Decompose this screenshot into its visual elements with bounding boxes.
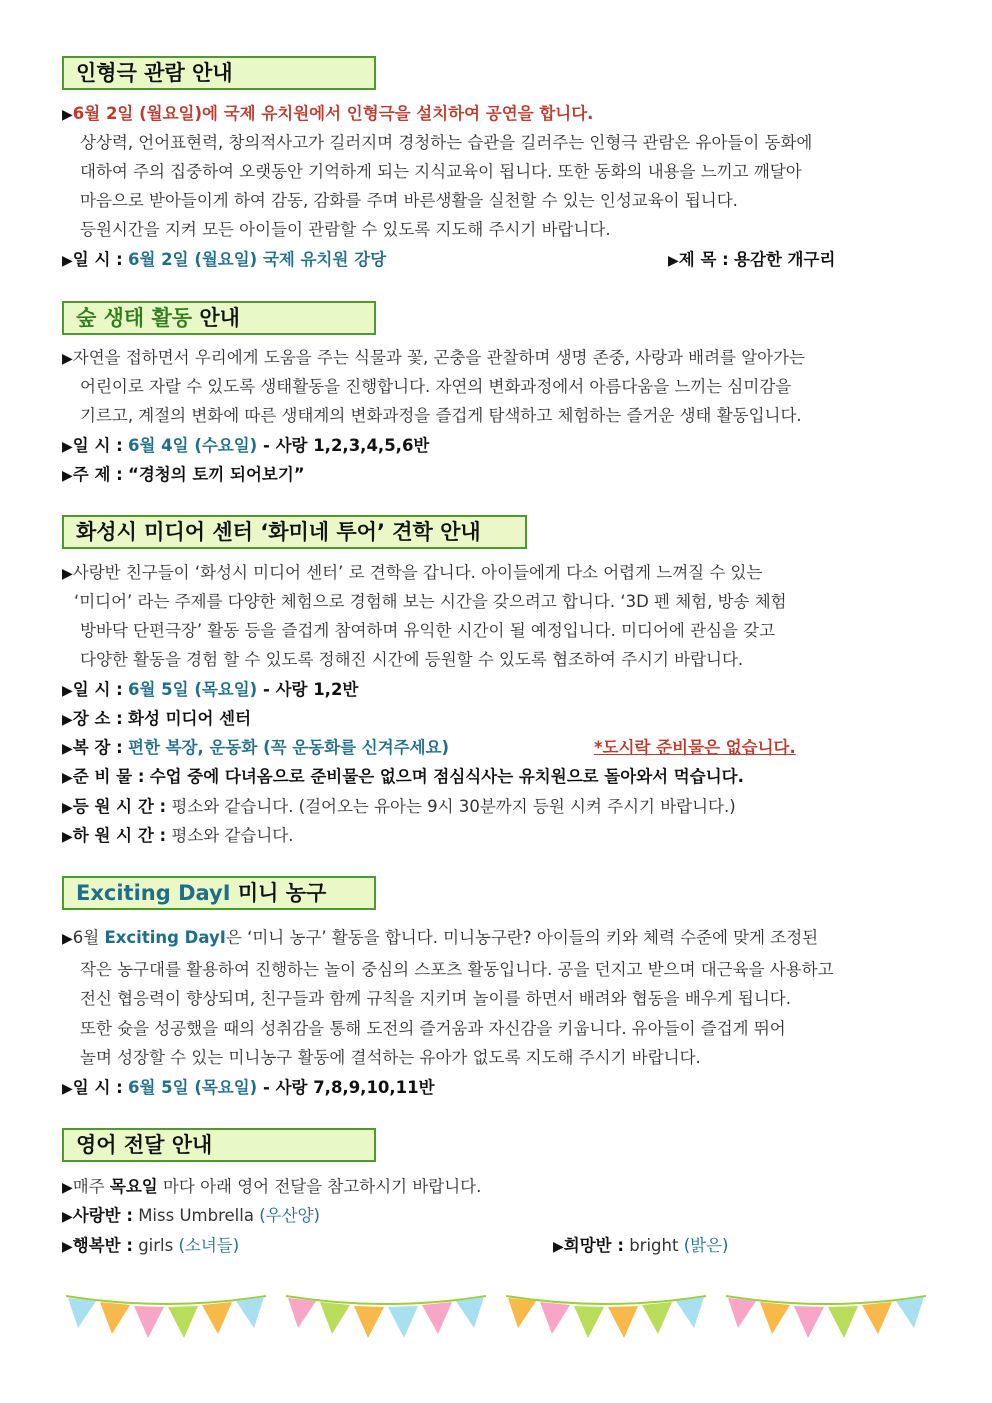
media-para-4: 다양한 활동을 경험 할 수 있도록 정해진 시간에 등원할 수 있도록 협조하여 주시기 바랍니다.	[80, 650, 744, 669]
puppet-para-3: 마음으로 받아들이게 하여 감동, 감화를 주며 바른생활을 실천할 수 있는 인성교육이 됩니다.	[80, 191, 738, 210]
triangle-right-icon: ▶	[668, 253, 679, 269]
triangle-right-icon: ▶	[62, 683, 73, 699]
basketball-para-3: 전신 협응력이 향상되며, 친구들과 함께 규칙을 지키며 놀이를 하면서 배려와 협동을 배우게 됩니다.	[80, 989, 791, 1008]
bunting-flags-3	[506, 1290, 706, 1370]
forest-para-3: 기르고, 계절의 변화에 따른 생태계의 변화과정을 즐겁게 탐색하고 체험하는 즐거운 생태 활동입니다.	[80, 406, 802, 425]
forest-theme: ▶주 제 : “경청의 토끼 되어보기”	[62, 465, 305, 484]
basketball-para-1: ▶6월 Exciting DayⅠ은 ‘미니 농구’ 활동을 합니다. 미니농구란? 아이들의 키와 체력 수준에 맞게 조정된	[62, 928, 819, 947]
english-class-haengbok: ▶행복반 : girls (소녀들)	[62, 1236, 240, 1255]
media-dress-note: *도시락 준비물은 없습니다.	[594, 738, 796, 757]
basketball-para-5: 놀며 성장할 수 있는 미니농구 활동에 결석하는 유아가 없도록 지도해 주시기 바랍니다.	[80, 1048, 701, 1067]
section-title-forest-ecology: 숲 생태 활동 안내	[62, 301, 376, 335]
puppet-date: ▶일 시 : 6월 2일 (월요일) 국제 유치원 강당	[62, 250, 387, 269]
triangle-right-icon: ▶	[62, 829, 73, 845]
forest-para-2: 어린이로 자랄 수 있도록 생태활동을 진행합니다. 자연의 변화과정에서 아름다움을 느끼는 심미감을	[80, 377, 792, 396]
english-class-sarang: ▶사랑반 : Miss Umbrella (우산양)	[62, 1206, 320, 1225]
media-para-3: 방바닥 단편극장’ 활동 등을 즐겁게 참여하며 유익한 시간이 될 예정입니다. 미디어에 관심을 갖고	[80, 621, 776, 640]
basketball-para-2: 작은 농구대를 활용하여 진행하는 놀이 중심의 스포츠 활동입니다. 공을 던지고 받으며 대근육을 사용하고	[80, 960, 834, 979]
triangle-right-icon: ▶	[62, 351, 73, 367]
puppet-para-1: 상상력, 언어표현력, 창의적사고가 길러지며 경청하는 습관을 길러주는 인형극 관람은 유아들이 동화에	[80, 133, 813, 152]
media-leave: ▶하 원 시 간 : 평소와 같습니다.	[62, 826, 294, 845]
triangle-right-icon: ▶	[62, 1209, 73, 1225]
triangle-right-icon: ▶	[62, 253, 73, 269]
triangle-right-icon: ▶	[62, 439, 73, 455]
media-para-1: ▶사랑반 친구들이 ‘화성시 미디어 센터’ 로 견학을 갑니다. 아이들에게 다소 어렵게 느껴질 수 있는	[62, 563, 763, 582]
section-title-english: 영어 전달 안내	[62, 1128, 376, 1162]
triangle-right-icon: ▶	[62, 566, 73, 582]
triangle-right-icon: ▶	[62, 1081, 73, 1097]
bunting-flags-1	[66, 1290, 266, 1370]
forest-date: ▶일 시 : 6월 4일 (수요일) - 사랑 1,2,3,4,5,6반	[62, 436, 430, 455]
triangle-right-icon: ▶	[62, 741, 73, 757]
triangle-right-icon: ▶	[62, 800, 73, 816]
triangle-right-icon: ▶	[62, 931, 73, 947]
triangle-right-icon: ▶	[62, 770, 73, 786]
bunting-flags-2	[286, 1290, 486, 1370]
triangle-right-icon: ▶	[553, 1239, 564, 1255]
puppet-para-2: 대하여 주의 집중하여 오랫동안 기억하게 되는 지식교육이 됩니다. 또한 동화의 내용을 느끼고 깨달아	[80, 162, 802, 181]
triangle-right-icon: ▶	[62, 468, 73, 484]
basketball-para-4: 또한 슛을 성공했을 때의 성취감을 통해 도전의 즐거움과 자신감을 키웁니다. 유아들이 즐겁게 뛰어	[80, 1019, 786, 1038]
media-place: ▶장 소 : 화성 미디어 센터	[62, 709, 252, 728]
section-title-mini-basketball: Exciting DayⅠ 미니 농구	[62, 876, 376, 910]
english-intro: ▶매주 목요일 마다 아래 영어 전달을 참고하시기 바랍니다.	[62, 1177, 482, 1196]
media-prep: ▶준 비 물 : 수업 중에 다녀옴으로 준비물은 없으며 점심식사는 유치원으로 돌아와서 먹습니다.	[62, 767, 744, 786]
forest-para-1: ▶자연을 접하면서 우리에게 도움을 주는 식물과 꽃, 곤충을 관찰하며 생명 존중, 사랑과 배려를 알아가는	[62, 348, 805, 367]
triangle-right-icon: ▶	[62, 107, 73, 123]
media-date: ▶일 시 : 6월 5일 (목요일) - 사랑 1,2반	[62, 680, 359, 699]
triangle-right-icon: ▶	[62, 1239, 73, 1255]
puppet-para-4: 등원시간을 지켜 모든 아이들이 관람할 수 있도록 지도해 주시기 바랍니다.	[80, 220, 611, 239]
basketball-date: ▶일 시 : 6월 5일 (목요일) - 사랑 7,8,9,10,11반	[62, 1078, 435, 1097]
media-arrive: ▶등 원 시 간 : 평소와 같습니다. (걸어오는 유아는 9시 30분까지 등원 시켜 주시기 바랍니다.)	[62, 797, 736, 816]
triangle-right-icon: ▶	[62, 712, 73, 728]
english-class-huimang: ▶희망반 : bright (밝은)	[553, 1236, 729, 1255]
puppet-title-info: ▶제 목 : 용감한 개구리	[668, 250, 836, 269]
puppet-lead: ▶6월 2일 (월요일)에 국제 유치원에서 인형극을 설치하여 공연을 합니다.	[62, 104, 594, 123]
media-dress: ▶복 장 : 편한 복장, 운동화 (꼭 운동화를 신겨주세요)	[62, 738, 450, 757]
triangle-right-icon: ▶	[62, 1180, 73, 1196]
bunting-flags-4	[726, 1290, 926, 1370]
media-para-2: ‘미디어’ 라는 주제를 다양한 체험으로 경험해 보는 시간을 갖으려고 합니다. ‘3D 펜 체험, 방송 체험	[74, 592, 787, 611]
section-title-media-center: 화성시 미디어 센터 ‘화미네 투어’ 견학 안내	[62, 515, 527, 549]
section-title-puppet-show: 인형극 관람 안내	[62, 56, 376, 90]
